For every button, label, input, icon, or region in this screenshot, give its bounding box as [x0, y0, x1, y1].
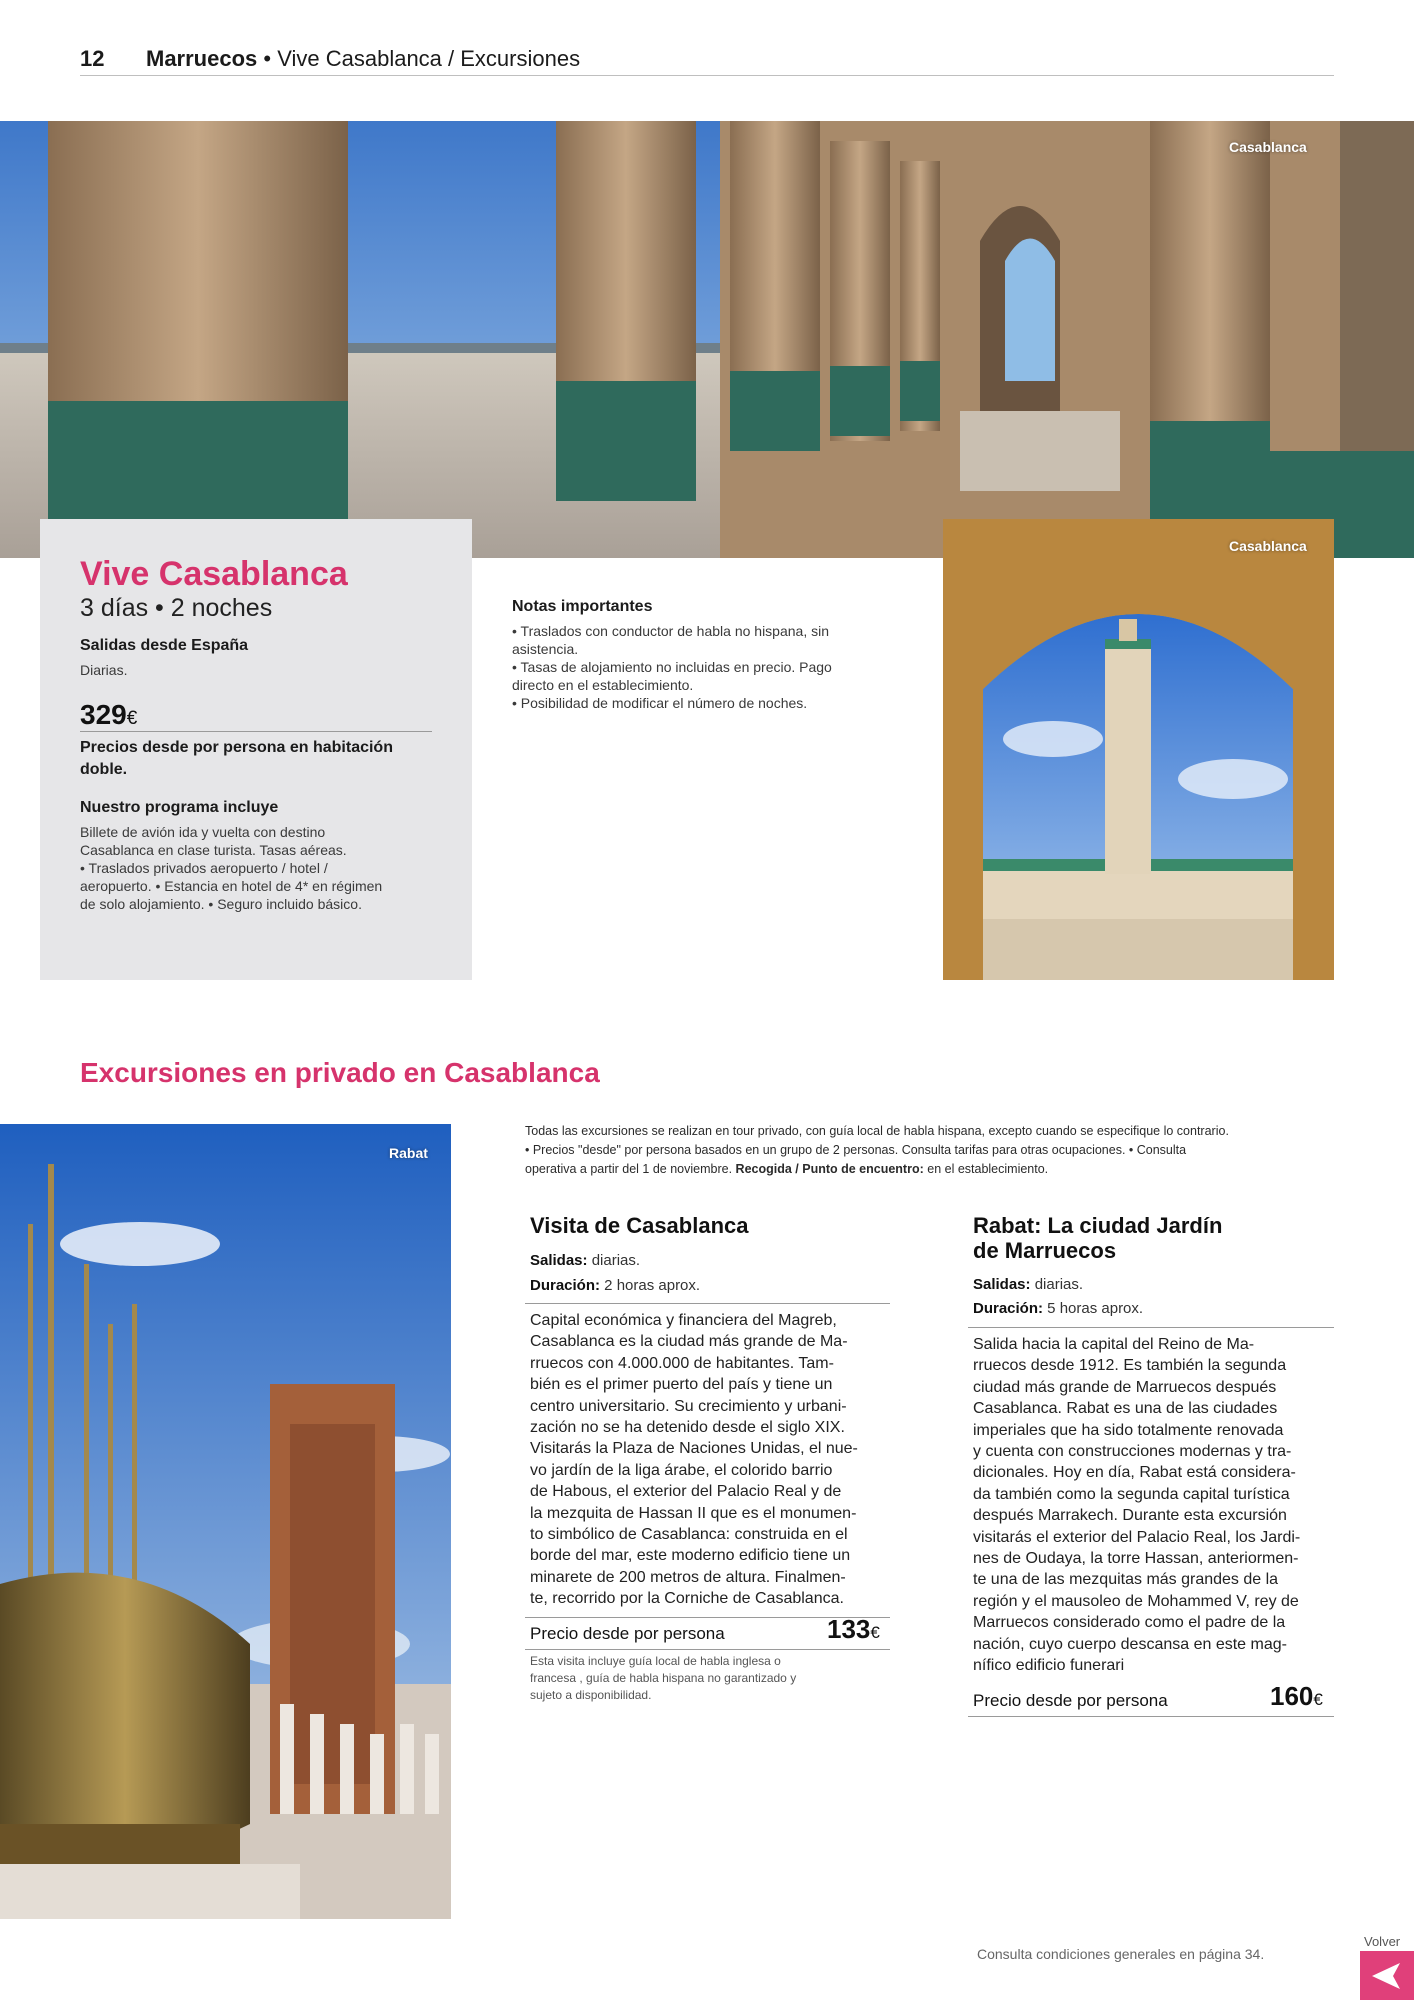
description-line: nes de Oudaya, la torre Hassan, anteriormen-	[973, 1550, 1299, 1568]
excursion-footnote	[530, 1653, 890, 1704]
hassan-ii-mosque-photo	[943, 519, 1334, 980]
package-price	[80, 699, 137, 731]
page-header	[80, 46, 1334, 76]
excursion-price-label: Precio desde por persona	[530, 1624, 725, 1643]
includes-line: • Traslados privados aeropuerto / hotel /	[80, 860, 328, 876]
excursion-price-currency: €	[870, 1623, 880, 1642]
description-line: visitarás el exterior del Palacio Real, los Jardi-	[973, 1528, 1301, 1546]
excursion-title-line: de Marruecos	[973, 1238, 1117, 1263]
description-line: Marruecos considerado como el padre de la	[973, 1614, 1286, 1632]
back-arrow-icon	[1360, 1951, 1414, 2000]
departures-label: Salidas desde España	[80, 637, 249, 654]
description-line: minarete de 200 metros de altura. Finalmen-	[530, 1568, 846, 1586]
package-duration: 3 días • 2 noches	[80, 594, 273, 622]
excursion-price-casablanca	[827, 1614, 880, 1645]
description-line: nífico edificio funerari	[973, 1657, 1125, 1675]
departures-value: Diarias.	[80, 662, 128, 678]
intro-line-part: en el establecimiento.	[923, 1162, 1049, 1176]
breadcrumb-section: Marruecos	[146, 46, 258, 71]
excursion-price-currency: €	[1313, 1690, 1323, 1709]
breadcrumb-separator: •	[257, 46, 278, 71]
description-line: región y el mausoleo de Mohammed V, rey de	[973, 1592, 1299, 1610]
excursion-title-casablanca	[530, 1213, 890, 1238]
back-label[interactable]: Volver	[1364, 1934, 1401, 1949]
breadcrumb-subsection: Vive Casablanca / Excursiones	[277, 46, 581, 71]
description-line: ciudad más grande de Marruecos después	[973, 1378, 1277, 1396]
description-line: Casablanca es la ciudad más grande de Ma-	[530, 1333, 848, 1351]
excursion-price-rabat	[1270, 1681, 1323, 1712]
excursion-duration-label: Duración:	[973, 1300, 1044, 1317]
casablanca-arcade-photo	[0, 121, 1414, 558]
excursion-price-value: 160	[1270, 1681, 1314, 1711]
description-line: borde del mar, este moderno edificio tiene un	[530, 1547, 851, 1565]
photo-caption-rabat: Rabat	[389, 1145, 428, 1161]
back-button[interactable]	[1360, 1951, 1414, 2000]
description-line: to simbólico de Casablanca: construida en el	[530, 1526, 848, 1544]
description-line: Casablanca. Rabat es una de las ciudades	[973, 1400, 1278, 1418]
price-note: Precios desde por persona en habitación doble.	[80, 739, 393, 778]
excursion-departures-label: Salidas:	[973, 1276, 1031, 1293]
notes-line: asistencia.	[512, 641, 579, 657]
description-line: te una de las mezquitas más grandes de la	[973, 1571, 1279, 1589]
rabat-hassan-tower-photo	[0, 1124, 451, 1919]
photo-caption-casablanca-top: Casablanca	[1229, 139, 1307, 155]
notes-line: • Posibilidad de modificar el número de noches.	[512, 695, 808, 711]
description-line: centro universitario. Su crecimiento y urbani-	[530, 1397, 847, 1415]
description-line: Capital económica y financiera del Magreb,	[530, 1312, 837, 1329]
package-title: Vive Casablanca	[80, 555, 348, 593]
intro-line: Todas las excursiones se realizan en tour privado, con guía local de habla hispana, excepto cuando se especifique lo contrario.	[525, 1124, 1229, 1138]
description-line: rruecos con 4.000.000 de habitantes. Tam-	[530, 1354, 834, 1372]
description-line: nación, cuyo cuerpo descansa en este mag-	[973, 1635, 1287, 1653]
price-divider-bottom	[525, 1649, 890, 1650]
excursion-duration	[973, 1300, 1143, 1317]
excursion-duration-value: 2 horas aprox.	[600, 1277, 701, 1294]
excursion-price-value: 133	[827, 1614, 871, 1644]
excursion-departures	[530, 1252, 640, 1269]
excursion-price-label: Precio desde por persona	[973, 1691, 1168, 1710]
price-divider	[80, 731, 432, 732]
package-price-value: 329	[80, 699, 127, 730]
intro-line-part: operativa a partir del 1 de noviembre.	[525, 1162, 736, 1176]
excursions-intro	[525, 1122, 1335, 1179]
notes-text	[512, 622, 832, 712]
includes-label: Nuestro programa incluye	[80, 799, 279, 816]
excursion-title-line: Visita de Casablanca	[530, 1213, 749, 1238]
excursion-divider	[525, 1303, 890, 1304]
description-line: da también como la segunda capital turística	[973, 1485, 1290, 1503]
includes-line: de solo alojamiento. • Seguro incluido básico.	[80, 896, 362, 912]
excursion-description-rabat	[973, 1334, 1331, 1677]
description-line: de Habous, el exterior del Palacio Real y de	[530, 1483, 842, 1501]
excursion-description-casablanca	[530, 1310, 890, 1610]
intro-line	[525, 1160, 1335, 1179]
conditions-note: Consulta condiciones generales en página 34.	[977, 1946, 1265, 1962]
description-line: Salida hacia la capital del Reino de Ma-	[973, 1336, 1255, 1353]
excursion-departures	[973, 1276, 1083, 1293]
excursion-duration-label: Duración:	[530, 1277, 601, 1294]
footnote-line: Esta visita incluye guía local de habla inglesa o	[530, 1654, 781, 1668]
excursion-departures-value: diarias.	[1030, 1276, 1084, 1293]
notes-line: • Tasas de alojamiento no incluidas en precio. Pago	[512, 659, 832, 675]
footnote-line: francesa , guía de habla hispana no garantizado y	[530, 1671, 797, 1685]
pickup-label: Recogida / Punto de encuentro:	[735, 1162, 924, 1176]
excursion-title-rabat	[973, 1213, 1333, 1263]
includes-text	[80, 823, 382, 913]
includes-line: Casablanca en clase turista. Tasas aéreas.	[80, 842, 347, 858]
excursion-departures-label: Salidas:	[530, 1252, 588, 1269]
breadcrumb	[146, 46, 580, 72]
intro-line: • Precios "desde" por persona basados en un grupo de 2 personas. Consulta tarifas para otras ocupaciones. • Consulta	[525, 1143, 1187, 1157]
price-divider-bottom	[968, 1716, 1334, 1717]
excursion-duration-value: 5 horas aprox.	[1043, 1300, 1144, 1317]
notes-line: directo en el establecimiento.	[512, 677, 694, 693]
photo-caption-casablanca-mosque: Casablanca	[1229, 538, 1307, 554]
excursion-divider	[968, 1327, 1334, 1328]
description-line: vo jardín de la liga árabe, el colorido barrio	[530, 1461, 833, 1479]
excursion-duration	[530, 1277, 700, 1294]
footnote-line: sujeto a disponibilidad.	[530, 1688, 652, 1702]
notes-line: • Traslados con conductor de habla no hispana, sin	[512, 623, 829, 639]
description-line: y cuenta con construcciones modernas y tra-	[973, 1443, 1292, 1461]
description-line: rruecos desde 1912. Es también la segunda	[973, 1357, 1287, 1375]
excursion-departures-value: diarias.	[587, 1252, 641, 1269]
description-line: bién es el primer puerto del país y tiene un	[530, 1376, 833, 1394]
description-line: imperiales que ha sido totalmente renovada	[973, 1421, 1284, 1439]
description-line: te, recorrido por la Corniche de Casablanca.	[530, 1590, 844, 1608]
description-line: la mezquita de Hassan II que es el monumen-	[530, 1504, 857, 1522]
description-line: Visitarás la Plaza de Naciones Unidas, el nue-	[530, 1440, 858, 1458]
page-number: 12	[80, 46, 105, 71]
description-line: dicionales. Hoy en día, Rabat está considera-	[973, 1464, 1296, 1482]
excursion-title-line: Rabat: La ciudad Jardín	[973, 1213, 1223, 1238]
includes-line: Billete de avión ida y vuelta con destino	[80, 824, 326, 840]
includes-line: aeropuerto. • Estancia en hotel de 4* en régimen	[80, 878, 383, 894]
package-price-currency: €	[126, 708, 138, 729]
description-line: después Marrakech. Durante esta excursión	[973, 1507, 1287, 1525]
excursions-section-title: Excursiones en privado en Casablanca	[80, 1057, 600, 1088]
description-line: zación no se ha detenido desde el siglo XIX.	[530, 1419, 845, 1437]
notes-title: Notas importantes	[512, 598, 653, 615]
